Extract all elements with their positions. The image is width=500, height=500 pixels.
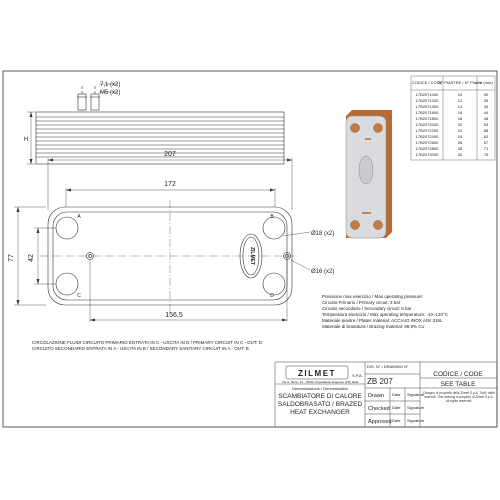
table-cell: 10 (457, 92, 463, 97)
drawn-label: Drawn (368, 393, 384, 399)
table-cell: 67 (483, 140, 489, 145)
dim-port-diameter: Ø16 (x2) (311, 269, 335, 275)
table-cell: 48 (483, 116, 489, 121)
dim-port-spacing: 172 (164, 181, 176, 188)
title-address: Via G. Berto, 51 - 35010 Ospedaletto Euganeo (PD) Italia (281, 380, 359, 384)
port-label-a: A (77, 214, 81, 220)
port-label-c: C (77, 293, 81, 299)
dim-plate-hole: Ø18 (x2) (311, 231, 335, 237)
table-cell: 17B2072800 (415, 146, 439, 151)
table-cell: 17B2071600 (415, 110, 439, 115)
table-header-code: CODICE / CODE (411, 80, 443, 85)
port-label-b: B (270, 214, 274, 220)
table-cell: 17B2073000 (415, 152, 439, 157)
table-cell: 28 (457, 146, 463, 151)
table-header-plates: N° PIASTRE / N° Plates (438, 80, 482, 85)
approved-signature: Signature (407, 418, 425, 423)
table-cell: 71 (483, 146, 489, 151)
dim-port-width: 42 (28, 254, 35, 262)
table-cell: 12 (457, 98, 463, 103)
table-cell: 53 (483, 122, 489, 127)
code-value: SEE TABLE (440, 381, 476, 388)
drawn-date: Date (392, 392, 401, 397)
drawing-number-label: DIS. N° / DRAWING N° (367, 364, 409, 369)
table-cell: 17B2072000 (415, 122, 439, 127)
notice-text: Disegno di proprietà della Zilmet S.p.A. Tutti i diritti riservati. This drawing is property of Zilmet S.p.A. All rights reserved. (423, 391, 495, 403)
denomination-line-2: SALDOBRASATO / BRAZED (277, 401, 363, 408)
table-cell: 26 (457, 140, 463, 145)
table-cell: 14 (457, 104, 463, 109)
table-cell: 58 (483, 128, 489, 133)
denomination-line-1: SCAMBIATORE DI CALORE (278, 393, 362, 400)
table-cell: 17B2072400 (415, 134, 439, 139)
logo-vertical: ZILMET (249, 246, 255, 266)
spec-line: Circuito secondario / Secondary circuit: 8 bar (322, 306, 412, 311)
table-cell: 75 (483, 152, 489, 157)
table-cell: 17B2071400 (415, 104, 439, 109)
denomination-label: Denominazione / Denomination (292, 386, 348, 391)
checked-signature: Signature (407, 405, 425, 410)
table-cell: 20 (457, 122, 463, 127)
table-cell: 17B2071200 (415, 98, 439, 103)
dim-connection-spacing: 156,5 (165, 312, 183, 319)
table-cell: 62 (483, 134, 489, 139)
denomination-line-3: HEAT EXCHANGER (290, 409, 350, 416)
drawn-signature: Signature (407, 392, 425, 397)
table-cell: 17B2071800 (415, 116, 439, 121)
code-label: CODICE / CODE (433, 371, 483, 378)
approved-label: Approved (368, 419, 392, 425)
table-cell: 17B2072200 (415, 128, 439, 133)
title-logo: ZILMET (298, 369, 336, 378)
table-header-h: H (mm) (479, 80, 493, 85)
spec-line: Circuito Primario / Primary circuit: 3 bar (322, 300, 401, 305)
title-logo-sub: S.P.A. (352, 373, 363, 378)
port-label-d: D (270, 293, 274, 299)
product-photo (346, 110, 392, 238)
spec-line: Materiale di brasatura / Brazing material: 99,9% Cu (322, 324, 425, 329)
table-cell: 39 (483, 104, 489, 109)
spec-line: Temperatura esercizio / Max operating temperature: -10÷120°C (322, 312, 449, 317)
note-primary: CIRCOLAZIONE FLUIDI CIRCUITO PRIMARIO ENTRATA IN C - USCITA IN D / PRIMARY CIRCUIT IN C - OUT: D (32, 340, 262, 345)
height-symbol: H (23, 137, 29, 143)
thread-label: M5 (x2) (100, 90, 121, 96)
checked-date: Date (392, 405, 401, 410)
drawing-number: ZB 207 (367, 377, 393, 386)
approved-date: Date (392, 418, 401, 423)
spec-line: Materiale piastre / Plates material: ACCIAIO INOX AISI 316L (322, 318, 443, 323)
table-cell: 30 (457, 152, 463, 157)
table-cell: 18 (457, 116, 463, 121)
dim-overall-width: 77 (8, 254, 15, 262)
table-cell: 16 (457, 110, 463, 115)
table-cell: 17B2071000 (415, 92, 439, 97)
table-cell: 35 (483, 98, 489, 103)
checked-label: Checked (368, 406, 390, 412)
table-cell: 17B2072600 (415, 140, 439, 145)
note-secondary: CIRCUITO SECONDARIO ENTRATA IN A - USCITA IN B / SECONDARY SANITARY CIRCUIT IN A - OUT: B (32, 346, 249, 351)
table-cell: 24 (457, 134, 463, 139)
dim-overall-length: 207 (164, 151, 176, 158)
spec-line: Pressione max esercizio / Max operating pressure: (322, 294, 424, 299)
table-cell: 22 (457, 128, 463, 133)
table-cell: 30 (483, 92, 489, 97)
bolt-size-label: 7,1 (x2) (100, 82, 121, 88)
table-cell: 44 (483, 110, 489, 115)
